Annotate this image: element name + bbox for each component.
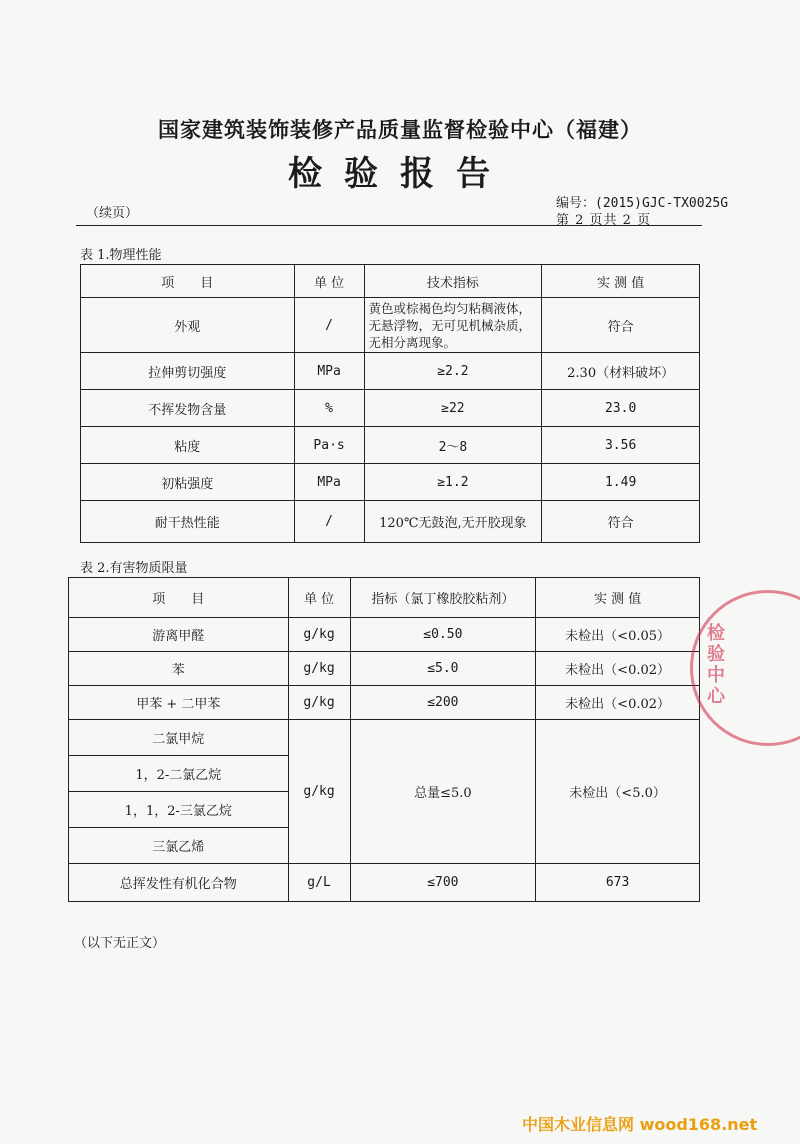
report-title: 检验报告 xyxy=(288,154,512,194)
unit-cell: Pa·s xyxy=(294,427,364,464)
spec-cell: ≤700 xyxy=(350,864,536,902)
issuing-organization: 国家建筑装饰装修产品质量监督检验中心（福建） xyxy=(158,117,642,142)
spec-cell: ≥2.2 xyxy=(364,353,542,390)
result-cell: 未检出（<0.05） xyxy=(536,618,700,652)
spec-cell: ≤200 xyxy=(350,686,536,720)
table1-caption: 表 1.物理性能 xyxy=(80,248,162,263)
column-header: 单 位 xyxy=(288,578,350,618)
unit-cell: g/kg xyxy=(288,652,350,686)
table2-caption: 表 2.有害物质限量 xyxy=(80,561,188,576)
result-cell: 未检出（<0.02） xyxy=(536,652,700,686)
table-row xyxy=(81,390,700,427)
item-cell: 总挥发性有机化合物 xyxy=(69,864,289,902)
result-cell: 符合 xyxy=(542,501,700,543)
result-cell: 2.30（材料破坏） xyxy=(542,353,700,390)
spec-cell: ≤5.0 xyxy=(350,652,536,686)
table-row xyxy=(69,864,700,902)
spec-cell: ≤0.50 xyxy=(350,618,536,652)
unit-cell: MPa xyxy=(294,353,364,390)
unit-cell: g/L xyxy=(288,864,350,902)
table-row xyxy=(81,353,700,390)
item-cell: 粘度 xyxy=(81,427,295,464)
table-row xyxy=(81,464,700,501)
unit-cell: / xyxy=(294,501,364,543)
report-number: 编号：(2015)GJC-TX0025G xyxy=(556,196,729,211)
column-header: 项 目 xyxy=(81,265,295,298)
table-row xyxy=(69,720,700,756)
unit-cell: MPa xyxy=(294,464,364,501)
unit-cell: g/kg xyxy=(288,618,350,652)
result-cell: 673 xyxy=(536,864,700,902)
unit-cell: g/kg xyxy=(288,686,350,720)
item-cell: 苯 xyxy=(69,652,289,686)
item-cell: 游离甲醛 xyxy=(69,618,289,652)
table-row xyxy=(81,427,700,464)
continued-page-label: （续页） xyxy=(86,206,139,221)
spec-cell: ≥22 xyxy=(364,390,542,427)
table-header-row xyxy=(81,265,700,298)
column-header: 实 测 值 xyxy=(536,578,700,618)
column-header: 单 位 xyxy=(294,265,364,298)
item-cell: 拉伸剪切强度 xyxy=(81,353,295,390)
table-row xyxy=(69,686,700,720)
spec-cell: ≥1.2 xyxy=(364,464,542,501)
result-cell: 1.49 xyxy=(542,464,700,501)
physical-properties-table xyxy=(80,264,700,543)
item-cell: 耐干热性能 xyxy=(81,501,295,543)
page-number: 第 2 页共 2 页 xyxy=(556,213,652,228)
result-cell: 符合 xyxy=(542,298,700,353)
unit-cell: / xyxy=(294,298,364,353)
item-cell: 外观 xyxy=(81,298,295,353)
column-header: 指标（氯丁橡胶胶粘剂） xyxy=(350,578,536,618)
item-cell: 不挥发物含量 xyxy=(81,390,295,427)
table-header-row xyxy=(69,578,700,618)
table-row xyxy=(69,652,700,686)
result-cell: 未检出（<5.0） xyxy=(536,720,700,864)
unit-cell: % xyxy=(294,390,364,427)
column-header: 技术指标 xyxy=(364,265,542,298)
result-cell: 3.56 xyxy=(542,427,700,464)
result-cell: 未检出（<0.02） xyxy=(536,686,700,720)
table-row xyxy=(69,618,700,652)
table-row xyxy=(81,298,700,353)
hazardous-substances-table xyxy=(68,577,700,902)
site-watermark: 中国木业信息网 wood168.net xyxy=(522,1115,758,1134)
item-cell: 1，1，2-三氯乙烷 xyxy=(69,792,289,828)
end-of-text-note: （以下无正文） xyxy=(74,936,166,951)
stamp-text: 检验中心 xyxy=(704,623,725,707)
result-cell: 23.0 xyxy=(542,390,700,427)
item-cell: 1，2-二氯乙烷 xyxy=(69,756,289,792)
spec-cell: 2～8 xyxy=(364,427,542,464)
unit-cell: g/kg xyxy=(288,720,350,864)
official-seal-stamp xyxy=(690,590,800,746)
spec-cell: 总量≤5.0 xyxy=(350,720,536,864)
column-header: 实 测 值 xyxy=(542,265,700,298)
table-row xyxy=(81,501,700,543)
item-cell: 三氯乙烯 xyxy=(69,828,289,864)
header-rule xyxy=(76,225,702,226)
item-cell: 二氯甲烷 xyxy=(69,720,289,756)
item-cell: 初粘强度 xyxy=(81,464,295,501)
spec-cell: 120℃无鼓泡,无开胶现象 xyxy=(364,501,542,543)
item-cell: 甲苯 + 二甲苯 xyxy=(69,686,289,720)
spec-cell: 黄色或棕褐色均匀粘稠液体，无悬浮物，无可见机械杂质，无相分离现象。 xyxy=(364,298,542,353)
column-header: 项 目 xyxy=(69,578,289,618)
